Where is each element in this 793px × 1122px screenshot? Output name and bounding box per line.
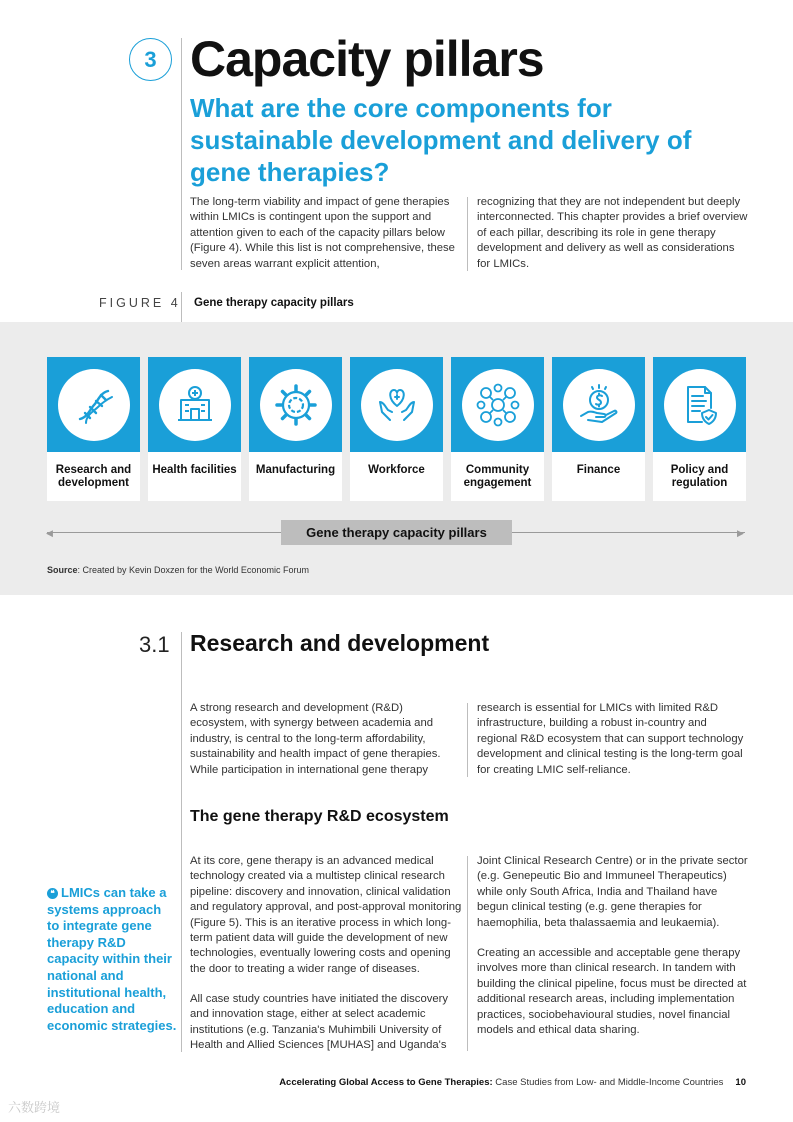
intro-column-divider (467, 197, 468, 271)
money-hand-icon (576, 382, 622, 428)
arrow-left-icon: ◀ (46, 528, 53, 538)
subsection-column-2-paragraph-1: Joint Clinical Research Centre) or in the private sector (e.g. Genepeutic Bio and Immuneel Therapeutics) while only South Africa, India and Thailand have begun clinical testing (e.g. gene therapies for haemophilia, beta thalassaemia and leukaemia). (477, 855, 748, 929)
source-label: Source (47, 565, 78, 575)
figure-label: FIGURE 4 (99, 296, 181, 310)
pillar-manufacturing (249, 357, 342, 501)
footer-report-subtitle: Case Studies from Low- and Middle-Income Countries (492, 1077, 724, 1088)
watermark: 六数跨境 (8, 1100, 61, 1115)
chapter-number-badge (129, 38, 172, 81)
pillars-axis-label: Gene therapy capacity pillars (281, 520, 512, 545)
intro-column-2: recognizing that they are not independent but deeply interconnected. This chapter provides a brief overview of each pillar, describing its role in gene therapy development and delivery as well as considerations for LMICs. (477, 196, 748, 270)
pillar-label: Community engagement (463, 464, 532, 489)
section-column-2: research is essential for LMICs with limited R&D infrastructure, building a robust in-country and regional R&D ecosystem that can support technology development and clinical testing is the long-term goal for creating LMIC self-reliance. (477, 702, 744, 776)
page-number: 10 (735, 1077, 746, 1088)
section-column-divider (467, 703, 468, 777)
pillar-policy-regulation (653, 357, 746, 501)
pillar-workforce (350, 357, 443, 501)
figure-source (47, 565, 309, 575)
pillar-label: Health facilities (152, 464, 237, 476)
pillar-label: Workforce (368, 464, 425, 476)
pillar-finance (552, 357, 645, 501)
hospital-icon (173, 383, 217, 427)
figure-title: Gene therapy capacity pillars (194, 297, 354, 309)
gear-icon (273, 382, 319, 428)
subsection-column-divider (467, 856, 468, 1051)
hands-heart-icon (374, 382, 420, 428)
chapter-subtitle: What are the core components for sustainable development and delivery of gene therapies? (190, 93, 692, 187)
community-network-icon (475, 382, 521, 428)
section-number: 3.1 (139, 632, 170, 657)
pillar-label: Policy and regulation (670, 464, 729, 489)
quote-icon: ❝ (47, 888, 58, 899)
document-shield-icon (677, 382, 723, 428)
pillar-label: Manufacturing (255, 464, 336, 476)
intro-column-1: The long-term viability and impact of gene therapies within LMICs is contingent upon the support and attention given to each of the capacity pillars below (Figure 4). While this list is not comprehensive, these seven areas warrant explicit attention, (190, 196, 455, 270)
pillar-label: Finance (576, 464, 621, 476)
dna-icon (72, 383, 116, 427)
chapter-divider (181, 38, 182, 270)
figure-panel (0, 322, 793, 595)
chapter-title: Capacity pillars (190, 31, 544, 87)
section-divider (181, 632, 182, 1052)
pillar-health-facilities (148, 357, 241, 501)
arrow-right-icon: ▶ (737, 528, 744, 538)
pull-quote-text: LMICs can take a systems approach to integrate gene therapy R&D capacity within their national and institutional health, education and economic strategies. (47, 885, 177, 1033)
page-footer (279, 1077, 746, 1088)
pillar-label: Research and development (55, 464, 132, 489)
chapter-number: 3 (144, 46, 157, 72)
pillar-community-engagement (451, 357, 544, 501)
section-column-1: A strong research and development (R&D) ecosystem, with synergy between academia and industry, is central to the long-term affordability, sustainability and health impact of gene therapies. While participation in international gene therapy (190, 702, 441, 776)
source-text: : Created by Kevin Doxzen for the World Economic Forum (77, 565, 309, 575)
figure-label-divider (181, 292, 182, 322)
section-title: Research and development (190, 630, 490, 656)
pull-quote (47, 885, 177, 1034)
subsection-column-1-paragraph-2: All case study countries have initiated the discovery and innovation stage, either at select academic institutions (e.g. Tanzania's Muhimbili University of Health and Allied Sciences [MUHAS] and Uganda's (190, 993, 449, 1052)
footer-report-title: Accelerating Global Access to Gene Therapies: (279, 1077, 493, 1088)
pillar-research-development (47, 357, 140, 501)
subsection-column-2-paragraph-2: Creating an accessible and acceptable gene therapy involves more than clinical research. In tandem with building the clinical pipeline, focus must be directed at additional research areas, including implementation practices, sociobehavioural studies, novel financial models and ethical data sharing. (477, 947, 747, 1037)
subsection-column-1-paragraph-1: At its core, gene therapy is an advanced medical technology created via a multistep clinical research pipeline: discovery and innovation, clinical validation and regulatory approval, and post-approval monitoring (Figure 5). This is an iterative process in which long-term patient data will guide the development of new technologies, eventually lowering costs and opening the door to treating a wider range of diseases. (190, 855, 462, 975)
subsection-title: The gene therapy R&D ecosystem (190, 808, 449, 825)
